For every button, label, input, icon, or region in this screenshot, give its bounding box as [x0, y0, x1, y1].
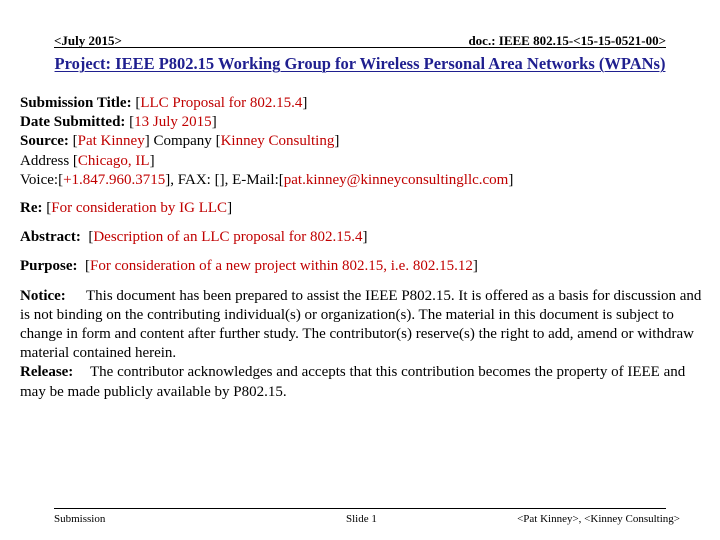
release-paragraph — [20, 363, 710, 401]
purpose-line: Purpose: [For consideration of a new project within 802.15, i.e. 802.15.12] — [20, 258, 478, 275]
header-date: <July 2015> — [54, 33, 122, 48]
notice-text: This document has been prepared to assist the IEEE P802.15. It is offered as a basis for discussion and is not binding on the contributing individual(s) or organization(s). The material in this document is subject to change in form and content after further study. The contributor(s) reserve(s) the right to add, amend or withdraw material contained herein. — [20, 287, 702, 362]
submission-title-label: Submission Title: — [20, 95, 132, 111]
address-value: Chicago, IL — [77, 152, 150, 169]
fax-label: FAX: — [177, 171, 211, 188]
date-submitted-value: 13 July 2015 — [134, 114, 212, 131]
footer-rule — [54, 508, 666, 509]
project-title: Project: IEEE P802.15 Working Group for Wireless Personal Area Networks (WPANs) — [54, 54, 666, 73]
header-rule — [54, 47, 666, 48]
abstract-line: Abstract: [Description of an LLC proposal for 802.15.4] — [20, 229, 368, 246]
date-submitted-label: Date Submitted: — [20, 114, 126, 131]
address-line: Address [Chicago, IL] — [20, 152, 155, 169]
notice-label: Notice: — [20, 287, 66, 304]
voice-value: +1.847.960.3715 — [63, 171, 166, 188]
footer-submission: Submission — [54, 513, 106, 525]
submission-form — [20, 94, 710, 402]
purpose-value: For consideration of a new project within 802.15, i.e. 802.15.12 — [90, 258, 473, 275]
address-label: Address — [20, 152, 70, 169]
company-value: Kinney Consulting — [220, 133, 335, 150]
notice-paragraph — [20, 287, 710, 364]
source-name: Pat Kinney — [77, 133, 145, 150]
source-label: Source: — [20, 133, 69, 150]
release-text: The contributor acknowledges and accepts that this contribution becomes the property of IEEE and may be made publicly available by P802.15. — [20, 364, 686, 400]
re-label: Re: — [20, 200, 43, 217]
voice-label: Voice: — [20, 171, 59, 188]
submission-title-line: Submission Title: [LLC Proposal for 802.15.4] — [20, 95, 308, 111]
re-line: Re: [For consideration by IG LLC] — [20, 200, 233, 217]
submission-title-value: LLC Proposal for 802.15.4 — [140, 95, 303, 111]
release-label: Release: — [20, 364, 74, 381]
abstract-value: Description of an LLC proposal for 802.15.4 — [93, 229, 363, 246]
footer-slide-number: Slide 1 — [346, 513, 377, 525]
company-label: Company — [153, 133, 212, 150]
source-line: Source: [Pat Kinney] Company [Kinney Consulting] — [20, 133, 340, 150]
email-label: E-Mail: — [232, 171, 279, 188]
date-submitted-line: Date Submitted: [13 July 2015] — [20, 114, 217, 131]
email-value: pat.kinney@kinneyconsultingllc.com — [283, 171, 509, 188]
abstract-label: Abstract: — [20, 229, 81, 246]
purpose-label: Purpose: — [20, 258, 78, 275]
footer-author: <Pat Kinney>, <Kinney Consulting> — [517, 513, 680, 525]
re-value: For consideration by IG LLC — [51, 200, 228, 217]
header-doc-id: doc.: IEEE 802.15-<15-15-0521-00> — [468, 33, 666, 48]
contact-line: Voice:[+1.847.960.3715], FAX: [], E-Mail:[pat.kinney@kinneyconsultingllc.com] — [20, 171, 514, 188]
